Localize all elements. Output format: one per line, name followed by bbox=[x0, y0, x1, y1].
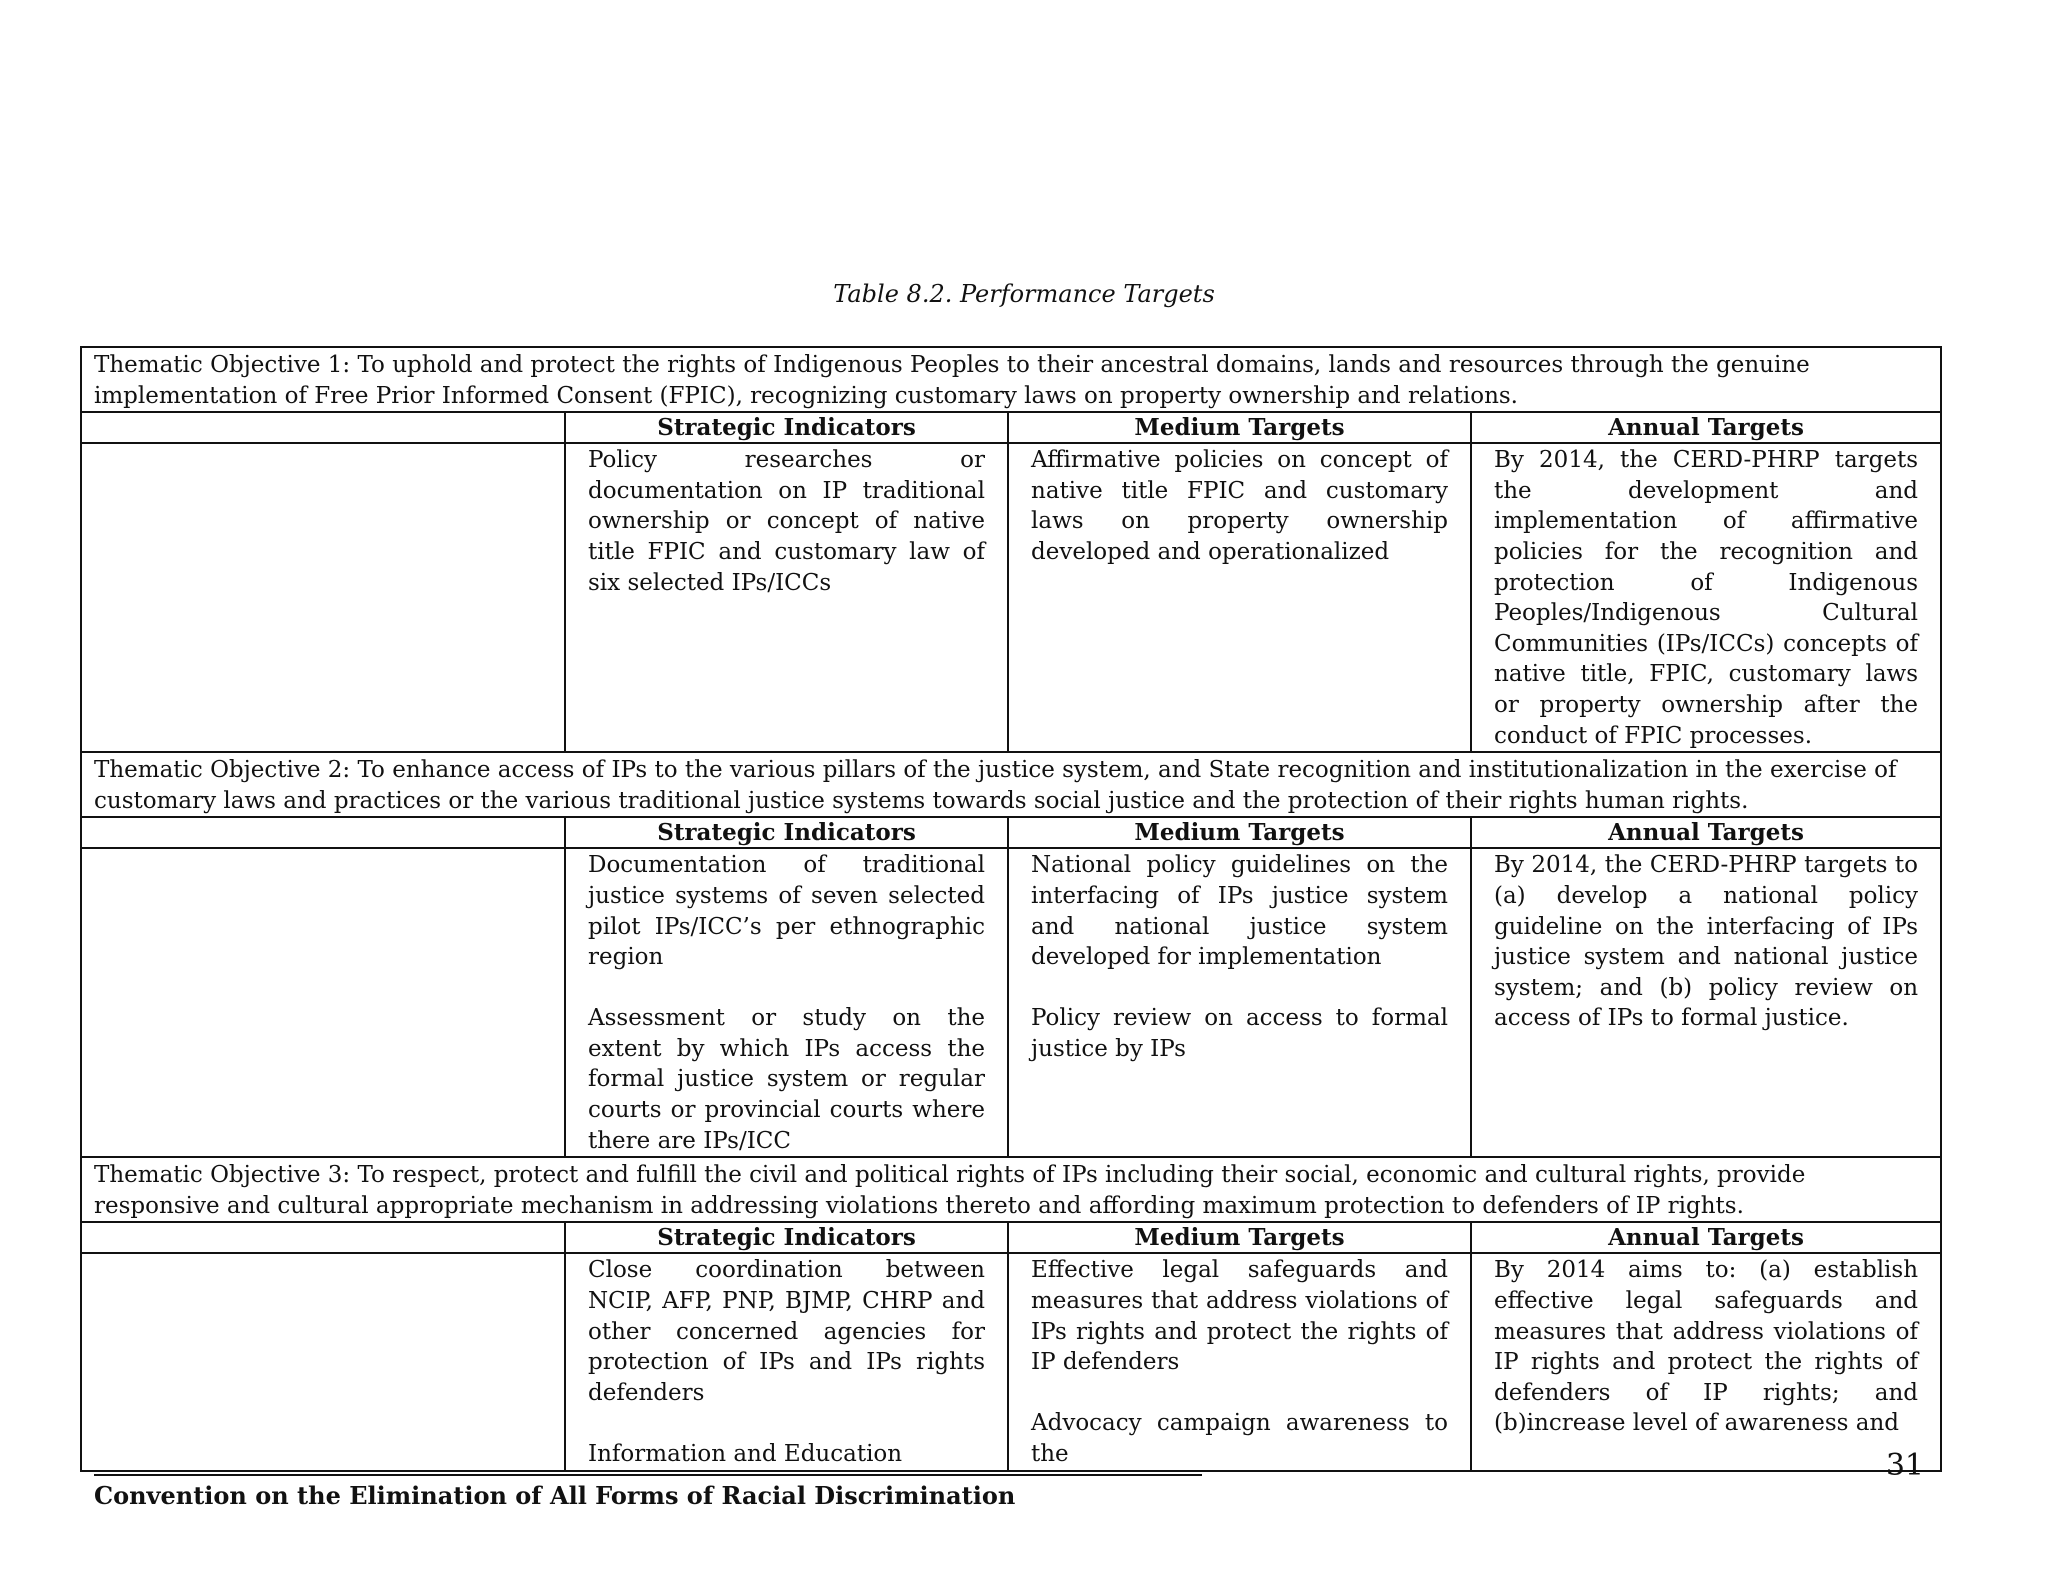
strategic-indicator: Information and Education bbox=[588, 1441, 903, 1467]
objective-title: Thematic Objective 1: To uphold and protect the rights of Indigenous Peoples to their ancestral domains, lands and resources through the genuine implementation of Free Prior Informed Consent (FPIC), recognizing customary laws on property ownership and relations. bbox=[81, 347, 1941, 412]
medium-target: National policy guidelines on the interfacing of IPs justice system and national justice system developed for implementation bbox=[1031, 852, 1448, 971]
strategic-indicator: Policy researches or documentation on IP traditional ownership or concept of native title FPIC and customary law of six selected IPs/ICCs bbox=[588, 447, 985, 596]
header-row bbox=[81, 817, 1941, 848]
blank-header-cell bbox=[81, 817, 565, 848]
annual-targets-cell bbox=[1471, 848, 1941, 1157]
annual-targets-header: Annual Targets bbox=[1471, 817, 1941, 848]
medium-target: Affirmative policies on concept of native title FPIC and customary laws on property ownership developed and operationalized bbox=[1031, 447, 1448, 565]
medium-targets-header: Medium Targets bbox=[1008, 1222, 1471, 1253]
footer-title: Convention on the Elimination of All Forms of Racial Discrimination bbox=[94, 1481, 1016, 1510]
medium-targets-cell bbox=[1008, 443, 1471, 752]
medium-target: Effective legal safeguards and measures that address violations of IPs rights and protect the rights of IP defenders bbox=[1031, 1257, 1448, 1376]
strategic-indicator: Assessment or study on the extent by which IPs access the formal justice system or regular courts or provincial courts where there are IPs/ICC bbox=[588, 1005, 985, 1154]
annual-targets-header: Annual Targets bbox=[1471, 1222, 1941, 1253]
footer-divider bbox=[94, 1474, 1202, 1476]
strategic-indicators-cell bbox=[565, 1253, 1008, 1470]
header-row bbox=[81, 412, 1941, 443]
medium-target: Policy review on access to formal justice by IPs bbox=[1031, 1005, 1448, 1062]
strategic-indicators-cell bbox=[565, 443, 1008, 752]
medium-targets-header: Medium Targets bbox=[1008, 412, 1471, 443]
blank-header-cell bbox=[81, 412, 565, 443]
annual-targets-cell bbox=[1471, 443, 1941, 752]
blank-cell bbox=[81, 848, 565, 1157]
annual-target: By 2014, the CERD-PHRP targets to (a) develop a national policy guideline on the interfacing of IPs justice system and national justice system; and (b) policy review on access of IPs to formal justice. bbox=[1494, 852, 1919, 1032]
medium-target: Advocacy campaign awareness to the bbox=[1031, 1410, 1448, 1467]
table-caption: Table 8.2. Performance Targets bbox=[833, 280, 1215, 308]
table-row bbox=[81, 848, 1941, 1157]
medium-targets-cell bbox=[1008, 848, 1471, 1157]
strategic-indicators-header: Strategic Indicators bbox=[565, 1222, 1008, 1253]
medium-targets-header: Medium Targets bbox=[1008, 817, 1471, 848]
strategic-indicators-header: Strategic Indicators bbox=[565, 412, 1008, 443]
table-row bbox=[81, 443, 1941, 752]
strategic-indicators-cell bbox=[565, 848, 1008, 1157]
blank-cell bbox=[81, 1253, 565, 1470]
annual-target: By 2014, the CERD-PHRP targets the development and implementation of affirmative policies for the recognition and protection of Indigenous Peoples/Indigenous Cultural Communities (IPs/ICCs) concepts of native title, FPIC, customary laws or property ownership after the conduct of FPIC processes. bbox=[1494, 447, 1919, 749]
medium-targets-cell bbox=[1008, 1253, 1471, 1470]
annual-target: By 2014 aims to: (a) establish effective legal safeguards and measures that address violations of IP rights and protect the rights of defenders of IP rights; and (b)increase level of awareness and bbox=[1494, 1257, 1919, 1437]
annual-targets-cell bbox=[1471, 1253, 1941, 1470]
header-row bbox=[81, 1222, 1941, 1253]
page-number: 31 bbox=[1885, 1448, 1924, 1483]
strategic-indicators-header: Strategic Indicators bbox=[565, 817, 1008, 848]
objective-title: Thematic Objective 2: To enhance access of IPs to the various pillars of the justice system, and State recognition and institutionalization in the exercise of customary laws and practices or the various traditional justice systems towards social justice and the protection of their rights human rights. bbox=[81, 752, 1941, 817]
objective-row bbox=[81, 1157, 1941, 1222]
blank-cell bbox=[81, 443, 565, 752]
objective-row bbox=[81, 347, 1941, 412]
annual-targets-header: Annual Targets bbox=[1471, 412, 1941, 443]
performance-targets-table bbox=[80, 346, 1942, 1472]
strategic-indicator: Close coordination between NCIP, AFP, PNP, BJMP, CHRP and other concerned agencies for protection of IPs and IPs rights defenders bbox=[588, 1257, 985, 1406]
objective-title: Thematic Objective 3: To respect, protect and fulfill the civil and political rights of IPs including their social, economic and cultural rights, provide responsive and cultural appropriate mechanism in addressing violations thereto and affording maximum protection to defenders of IP rights. bbox=[81, 1157, 1941, 1222]
blank-header-cell bbox=[81, 1222, 565, 1253]
strategic-indicator: Documentation of traditional justice systems of seven selected pilot IPs/ICC’s per ethnographic region bbox=[588, 852, 985, 971]
objective-row bbox=[81, 752, 1941, 817]
table-row bbox=[81, 1253, 1941, 1470]
